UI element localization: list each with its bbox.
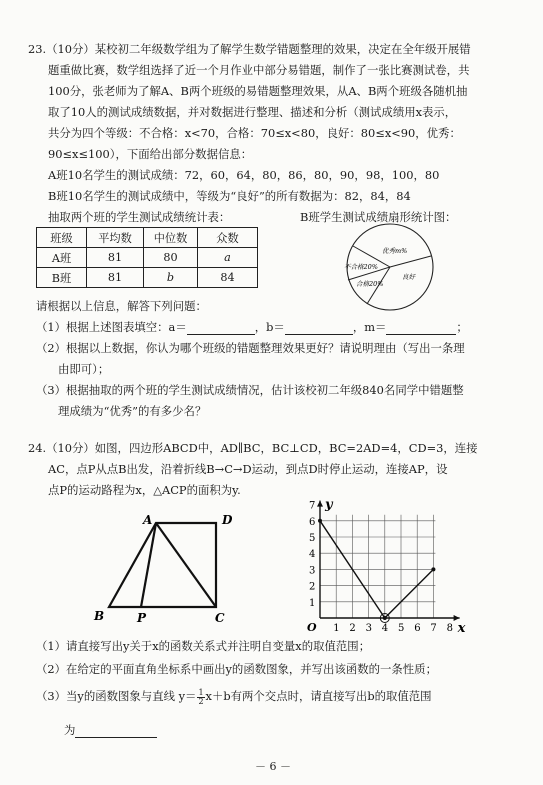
x-tick-label: 2 — [349, 623, 356, 634]
table-cell: 84 — [198, 268, 258, 288]
table-cell: 80 — [144, 248, 198, 268]
grid — [320, 515, 435, 618]
pie-label: 良好 — [402, 273, 415, 281]
quadrilateral-figure — [86, 503, 246, 628]
q24-sub3-pre: （3）当y的函数图象与直线 y＝ — [36, 689, 197, 703]
q23-sub1-end: ； — [456, 320, 468, 334]
vertex-label-d: D — [222, 513, 233, 527]
vertex-label-b: B — [94, 609, 105, 623]
point-label-p: P — [137, 611, 147, 625]
fraction-numerator: 1 — [198, 687, 204, 697]
pie-label: 合格20% — [356, 280, 384, 288]
table-cell: b — [144, 268, 198, 288]
x-axis-label: x — [457, 621, 466, 636]
y-tick-label: 4 — [309, 549, 316, 561]
pie-chart — [330, 222, 450, 312]
q23-line-5: 共分为四个等级：不合格：x<70，合格：70≤x<80，良好：80≤x<90，优秀： — [48, 126, 461, 140]
x-tick-label: 7 — [430, 623, 437, 634]
q23-line-3: 100分，张老师为了解A、B两个班级的易错题整理效果，从A、B两个班级各随机抽 — [48, 84, 468, 98]
x-tick-label: 6 — [414, 623, 421, 634]
q23-sub1-b: ，b＝ — [254, 320, 285, 334]
coordinate-graph — [304, 484, 479, 642]
function-point — [431, 567, 435, 571]
q24-sub3-wei: 为 — [64, 723, 76, 737]
axes — [317, 501, 460, 621]
q23-sub2-line-2: 由即可）； — [58, 362, 110, 376]
q23-line-8: B班10名学生的测试成绩中，等级为“良好”的所有数据为：82，84，84 — [48, 189, 411, 203]
table-caption: 抽取两个班的学生测试成绩统计表： — [48, 210, 231, 224]
fraction-one-half — [197, 689, 204, 706]
table-row — [37, 268, 258, 288]
q24-line-1: 24.（10分）如图，四边形ABCD中，AD∥BC，BC⊥CD，BC=2AD=4，CD=3，连接 — [28, 441, 478, 455]
table-cell: A班 — [37, 248, 87, 268]
table-cell: 81 — [87, 248, 144, 268]
q23-line-1: 23.（10分）某校初二年级数学组为了解学生数学错题整理的效果，决定在全年级开展错 — [28, 42, 471, 56]
q23-line-2: 题重做比赛，数学组选择了近一个月作业中部分易错题，制作了一张比赛测试卷，共 — [48, 63, 470, 77]
pie-label: 优秀m% — [382, 247, 408, 255]
table-row — [37, 248, 258, 268]
q24-sub3-line-1 — [36, 688, 432, 706]
q24-sub3-line-2 — [64, 722, 157, 738]
y-tick-label: 6 — [309, 516, 316, 528]
quadrilateral-outline — [109, 523, 216, 607]
vertex-label-a: A — [143, 513, 153, 527]
pie-label: 不合格20% — [344, 263, 378, 271]
x-tick-label: 5 — [398, 623, 405, 634]
table-cell: a — [198, 248, 258, 268]
x-tick-label: 3 — [365, 623, 372, 634]
q23-line-7: A班10名学生的测试成绩：72，60，64，80，86，80，90，98，100，80 — [48, 168, 440, 182]
pie-divider — [390, 256, 431, 267]
fraction-denominator: 2 — [198, 696, 204, 706]
stats-table — [36, 227, 258, 288]
table-header-row — [37, 228, 258, 248]
answer-blank-b-range[interactable] — [75, 725, 157, 738]
q23-prompt: 请根据以上信息，解答下列问题： — [36, 299, 207, 313]
q24-line-3: 点P的运动路程为x，△ACP的面积为y. — [48, 483, 241, 497]
y-tick-label: 7 — [309, 500, 316, 512]
pie-caption: B班学生测试成绩扇形统计图： — [300, 210, 457, 224]
answer-blank-m[interactable] — [386, 322, 456, 335]
q24-sub1: （1）请直接写出y关于x的函数关系式并注明自变量x的取值范围； — [36, 639, 371, 653]
q23-sub3-line-1: （3）根据抽取的两个班的学生测试成绩情况，估计该校初二年级840名同学中错题整 — [36, 383, 464, 397]
table-header-cell: 众数 — [198, 228, 258, 248]
q24-sub2: （2）在给定的平面直角坐标系中画出y的函数图象，并写出该函数的一条性质； — [36, 662, 437, 676]
q23-sub1 — [36, 319, 468, 335]
origin-label: O — [307, 621, 317, 634]
q23-line-4: 取了10人的测试成绩数据，并对数据进行整理、描述和分析（测试成绩用x表示， — [48, 105, 457, 119]
answer-blank-a[interactable] — [187, 322, 255, 335]
q23-sub2-line-1: （2）根据以上数据，你认为哪个班级的错题整理效果更好？请说明理由（写出一条理 — [36, 341, 465, 355]
y-tick-label: 3 — [309, 565, 316, 577]
vertex-label-c: C — [215, 611, 225, 625]
answer-blank-b[interactable] — [285, 322, 353, 335]
y-axis-label: y — [325, 497, 333, 513]
x-tick-label: 4 — [381, 623, 389, 634]
table-header-cell: 平均数 — [87, 228, 144, 248]
x-tick-label: 8 — [446, 623, 453, 634]
q23-sub1-a: （1）根据上述图表填空：a＝ — [36, 320, 187, 334]
q24-line-2: AC，点P从点B出发，沿着折线B→C→D运动，到点D时停止运动，连接AP，设 — [48, 462, 448, 476]
table-cell: B班 — [37, 268, 87, 288]
segment-ac — [156, 523, 216, 607]
table-header-cell: 中位数 — [144, 228, 198, 248]
y-tick-label: 5 — [309, 533, 316, 544]
function-point — [383, 616, 387, 620]
table-header-cell: 班级 — [37, 228, 87, 248]
q24-sub3-post: x＋b有两个交点时，请直接写出b的取值范围 — [205, 689, 432, 703]
x-tick-label: 1 — [333, 623, 340, 634]
function-point — [318, 519, 322, 523]
q23-line-6: 90≤x≤100），下面给出部分数据信息： — [48, 147, 253, 161]
y-axis-arrow — [317, 501, 323, 507]
page-number: － 6 － — [255, 760, 291, 773]
table-cell: 81 — [87, 268, 144, 288]
q23-sub1-m: ，m＝ — [352, 320, 387, 334]
y-tick-label: 2 — [309, 581, 316, 593]
q23-sub3-line-2: 理成绩为“优秀”的有多少名？ — [58, 404, 207, 418]
y-tick-label: 1 — [309, 597, 316, 609]
